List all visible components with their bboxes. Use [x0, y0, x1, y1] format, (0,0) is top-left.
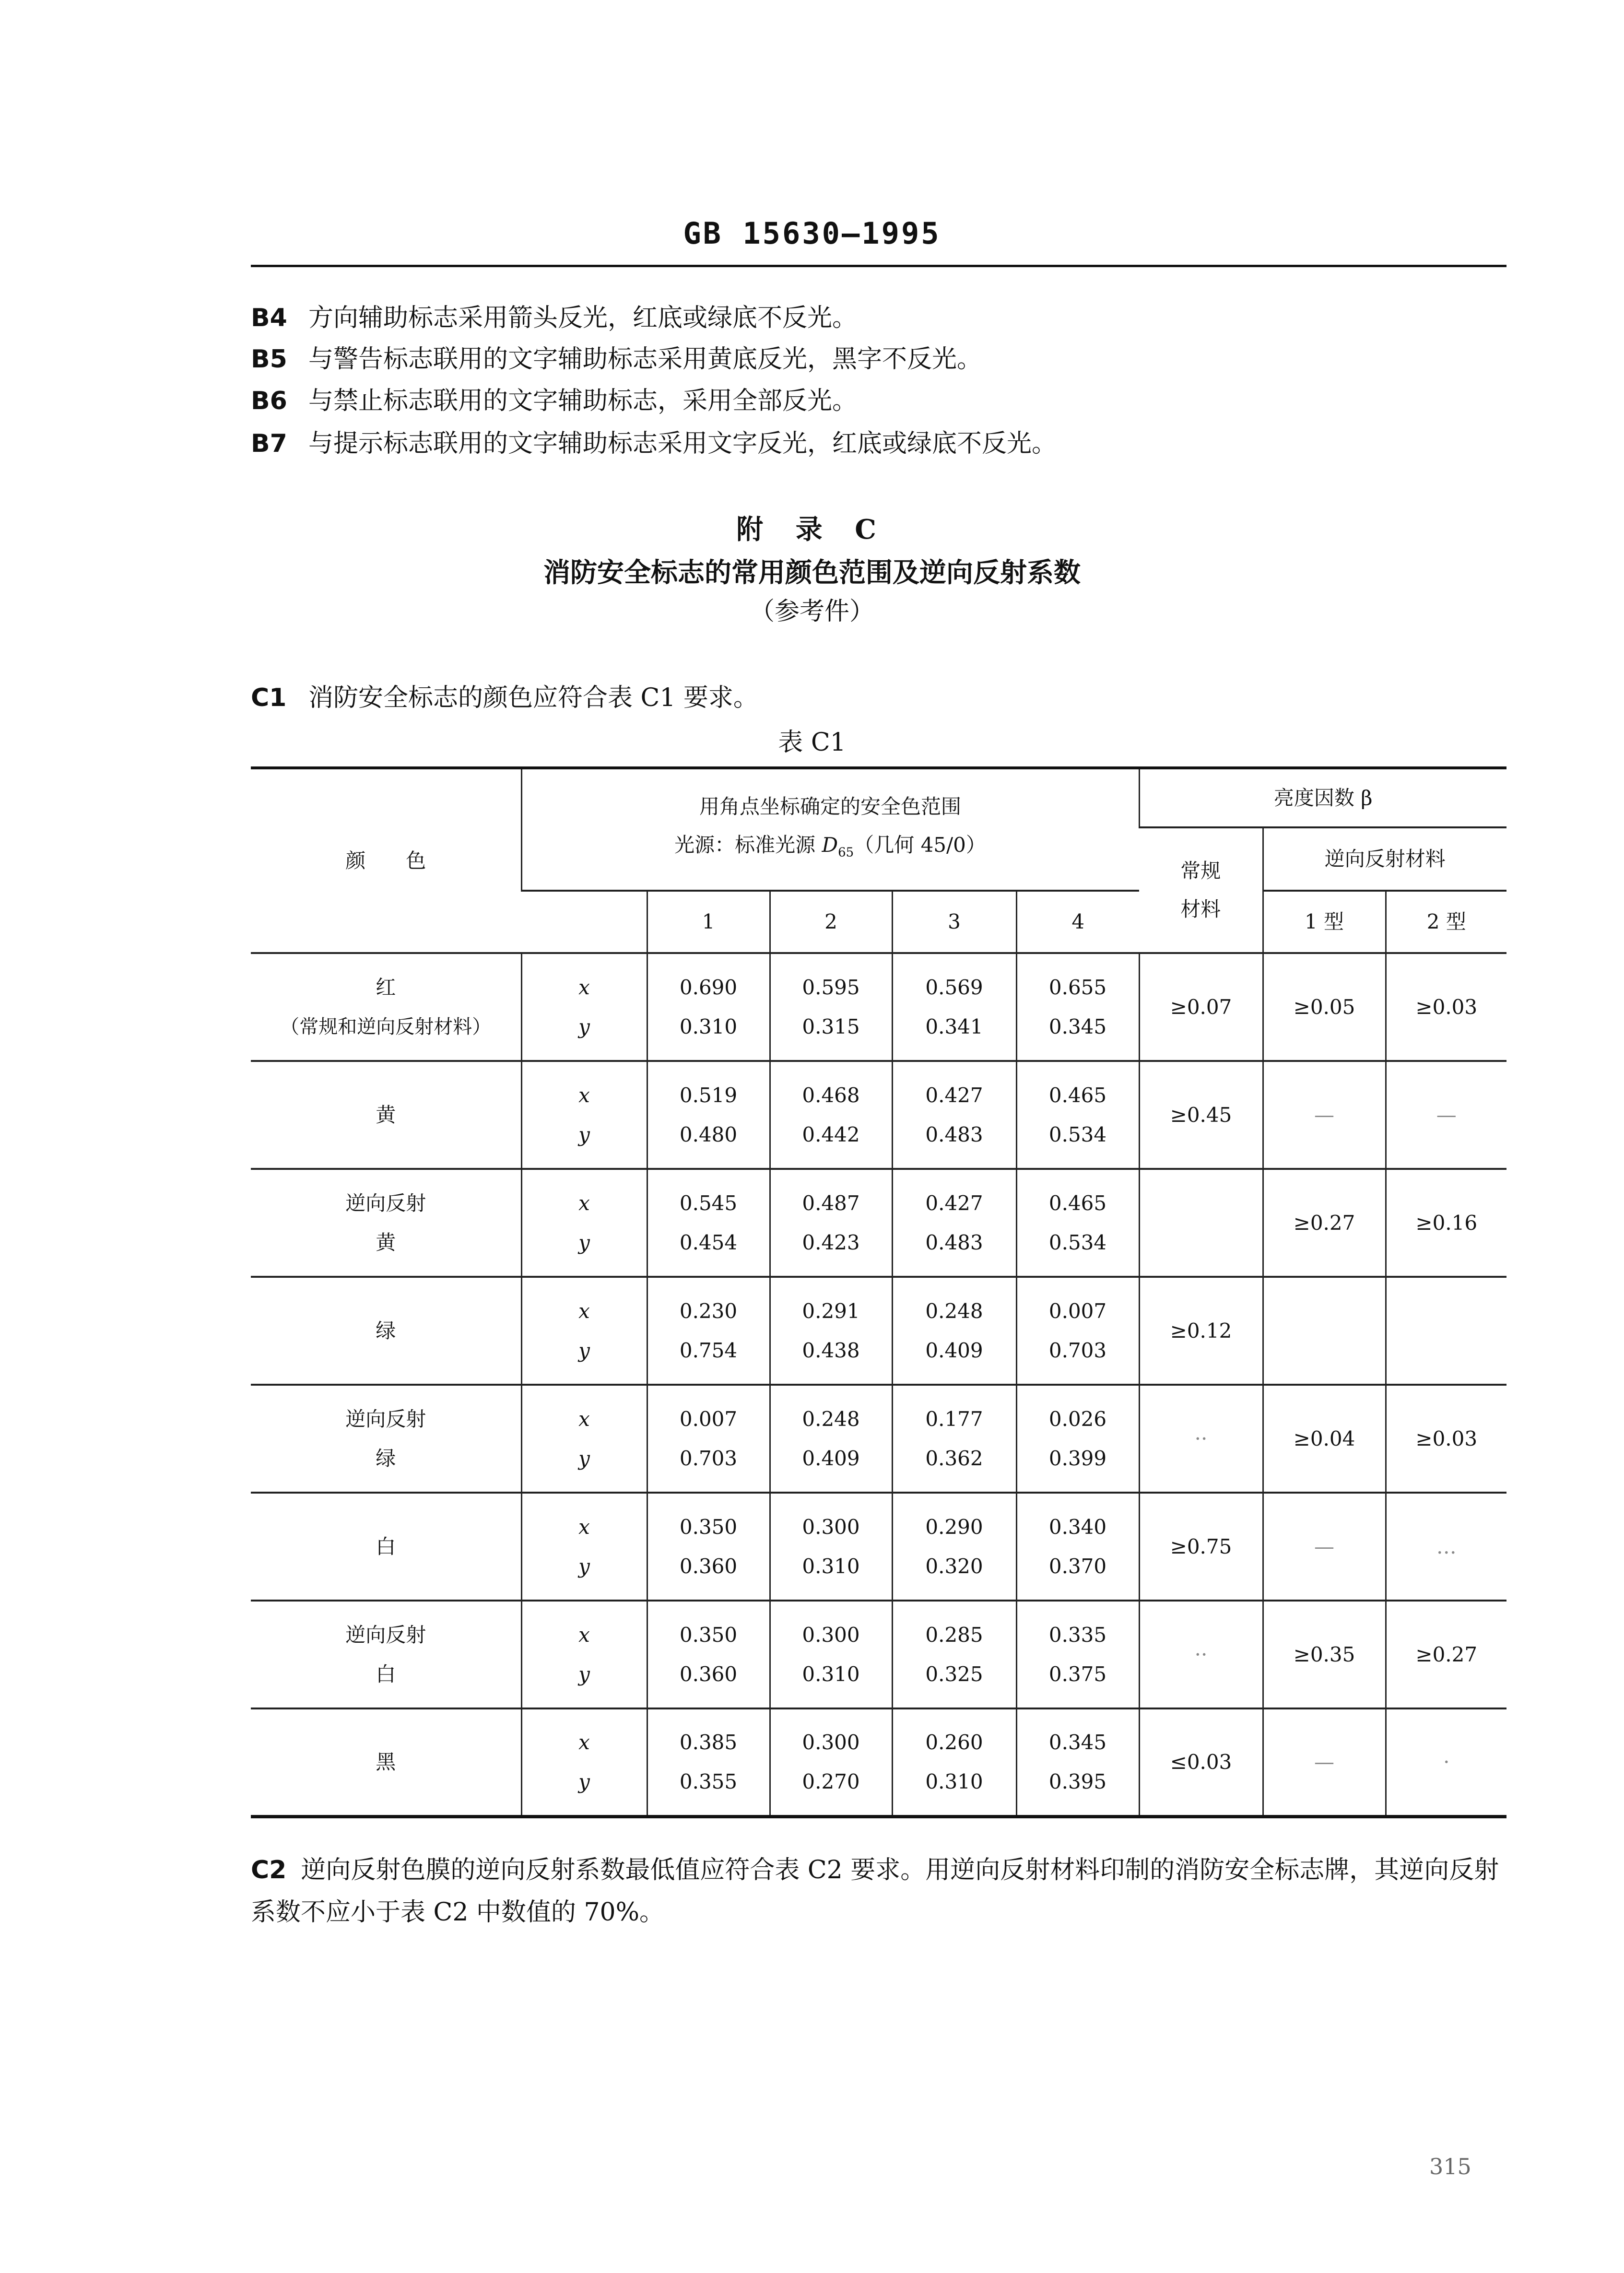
coord-x: 0.260 [925, 1730, 983, 1754]
coord-cell-2 [770, 1708, 892, 1816]
coord-cell-4 [1016, 1061, 1139, 1169]
coord-y: 0.454 [679, 1230, 738, 1254]
header-retro: 逆向反射材料 [1263, 827, 1506, 891]
coord-x: 0.545 [679, 1191, 738, 1215]
axis-cell [521, 1493, 647, 1601]
axis-y: y [578, 1014, 590, 1038]
coord-y: 0.375 [1048, 1662, 1107, 1686]
coord-x: 0.230 [679, 1299, 738, 1323]
axis-y: y [578, 1122, 590, 1146]
clause-b5 [251, 339, 982, 375]
coord-y: 0.362 [925, 1446, 983, 1470]
table-row [251, 1385, 1506, 1493]
axis-y: y [578, 1230, 590, 1254]
header-point-3: 3 [892, 891, 1016, 953]
coord-y: 0.360 [679, 1554, 738, 1578]
appendix-heading: 附 录 C [736, 514, 888, 545]
luminance-type1: ≥0.35 [1263, 1601, 1386, 1708]
coord-y: 0.341 [925, 1014, 983, 1038]
coord-x: 0.427 [925, 1083, 983, 1107]
coord-y: 0.370 [1048, 1554, 1107, 1578]
header-type2: 2 型 [1386, 891, 1506, 953]
table-row [251, 953, 1506, 1061]
color-name-cell [251, 1708, 521, 1816]
table-row [251, 1277, 1506, 1385]
luminance-conventional: ≤0.03 [1139, 1708, 1263, 1816]
coord-y: 0.360 [679, 1662, 738, 1686]
clause-text: 消防安全标志的颜色应符合表 C1 要求。 [308, 683, 758, 712]
coord-x: 0.340 [1048, 1515, 1107, 1539]
coord-y: 0.320 [925, 1554, 983, 1578]
coord-cell-3 [892, 1493, 1016, 1601]
coord-x: 0.487 [802, 1191, 860, 1215]
coord-x: 0.350 [679, 1515, 738, 1539]
coord-cell-1 [647, 1708, 770, 1816]
coord-x: 0.007 [1048, 1299, 1107, 1323]
axis-cell [521, 1601, 647, 1708]
coord-cell-4 [1016, 1493, 1139, 1601]
color-name: 逆向反射 [345, 1623, 426, 1647]
table-row [251, 1169, 1506, 1277]
coord-cell-3 [892, 953, 1016, 1061]
coord-cell-1 [647, 1169, 770, 1277]
clause-c1 [251, 677, 758, 713]
coord-x: 0.690 [679, 975, 738, 999]
coord-y: 0.310 [802, 1662, 860, 1686]
appendix-note: （参考件） [749, 597, 874, 626]
coord-cell-2 [770, 1493, 892, 1601]
axis-y: y [578, 1554, 590, 1578]
axis-y: y [578, 1769, 590, 1793]
color-name-cell [251, 1385, 521, 1493]
coord-cell-1 [647, 1493, 770, 1601]
axis-y: y [578, 1662, 590, 1686]
coord-y: 0.395 [1048, 1769, 1107, 1793]
coord-cell-1 [647, 953, 770, 1061]
coord-cell-4 [1016, 953, 1139, 1061]
coord-y: 0.703 [1048, 1338, 1107, 1362]
luminance-conventional: ·· [1139, 1601, 1263, 1708]
coord-y: 0.534 [1048, 1122, 1107, 1146]
clause-text: 与提示标志联用的文字辅助标志采用文字反光，红底或绿底不反光。 [308, 429, 1057, 458]
color-name-cell [251, 1169, 521, 1277]
color-name: 黑 [376, 1750, 396, 1774]
coord-x: 0.248 [925, 1299, 983, 1323]
coord-x: 0.468 [802, 1083, 860, 1107]
coord-x: 0.385 [679, 1730, 738, 1754]
axis-x: x [578, 1730, 590, 1754]
coord-x: 0.290 [925, 1515, 983, 1539]
color-name: 逆向反射 [345, 1191, 426, 1215]
header-point-2: 2 [770, 891, 892, 953]
luminance-type2: ≥0.03 [1386, 1385, 1506, 1493]
appendix-title: 消防安全标志的常用颜色范围及逆向反射系数 [543, 557, 1081, 589]
coord-x: 0.519 [679, 1083, 738, 1107]
coord-y: 0.310 [802, 1554, 860, 1578]
coord-cell-2 [770, 1277, 892, 1385]
luminance-type2: · [1386, 1708, 1506, 1816]
color-name-cell [251, 953, 521, 1061]
luminance-type1: — [1263, 1708, 1386, 1816]
luminance-type1: ≥0.27 [1263, 1169, 1386, 1277]
table-row [251, 1601, 1506, 1708]
luminance-conventional: ≥0.07 [1139, 953, 1263, 1061]
coord-x: 0.285 [925, 1623, 983, 1647]
coord-x: 0.350 [679, 1623, 738, 1647]
coord-y: 0.483 [925, 1230, 983, 1254]
illuminant-sub: 65 [838, 845, 854, 860]
header-range-line1: 用角点坐标确定的安全色范围 [699, 794, 961, 818]
axis-x: x [578, 1623, 590, 1647]
header-conventional [1139, 827, 1263, 953]
luminance-conventional: ·· [1139, 1385, 1263, 1493]
axis-x: x [578, 1083, 590, 1107]
header-point-1: 1 [647, 891, 770, 953]
coord-x: 0.291 [802, 1299, 860, 1323]
header-luminance: 亮度因数 β [1139, 768, 1506, 827]
coord-x: 0.177 [925, 1407, 983, 1431]
coord-cell-1 [647, 1385, 770, 1493]
color-name-cell [251, 1277, 521, 1385]
page-number: 315 [1429, 2154, 1471, 2179]
coord-y: 0.442 [802, 1122, 860, 1146]
coord-x: 0.335 [1048, 1623, 1107, 1647]
coord-x: 0.595 [802, 975, 860, 999]
header-conventional-text: 常规材料 [1180, 859, 1221, 921]
coord-x: 0.345 [1048, 1730, 1107, 1754]
luminance-type1: ≥0.04 [1263, 1385, 1386, 1493]
axis-cell [521, 1169, 647, 1277]
color-range-table [251, 766, 1506, 1818]
table-row [251, 1708, 1506, 1816]
luminance-type2: ≥0.27 [1386, 1601, 1506, 1708]
coord-cell-2 [770, 1385, 892, 1493]
illuminant-d: D [822, 833, 838, 857]
color-name-cell [251, 1601, 521, 1708]
axis-x: x [578, 1515, 590, 1539]
coord-cell-2 [770, 1061, 892, 1169]
coord-cell-4 [1016, 1277, 1139, 1385]
coord-cell-2 [770, 1601, 892, 1708]
clause-label: B4 [251, 304, 287, 332]
table-caption: 表 C1 [778, 728, 846, 757]
clause-text: 逆向反射色膜的逆向反射系数最低值应符合表 C2 要求。用逆向反射材料印制的消防安全标志牌，其逆向反射系数不应小于表 C2 中数值的 70%。 [251, 1856, 1499, 1927]
coord-x: 0.569 [925, 975, 983, 999]
color-name-cell [251, 1061, 521, 1169]
illuminant-label: 光源：标准光源 [674, 833, 822, 857]
header-range-line2 [522, 826, 1139, 872]
axis-y: y [578, 1338, 590, 1362]
clause-label: B7 [251, 429, 287, 458]
coord-y: 0.270 [802, 1769, 860, 1793]
coord-y: 0.310 [679, 1014, 738, 1038]
header-color-range [521, 768, 1139, 891]
coord-y: 0.423 [802, 1230, 860, 1254]
clause-label: B5 [251, 345, 287, 374]
coord-cell-3 [892, 1061, 1016, 1169]
coord-y: 0.315 [802, 1014, 860, 1038]
luminance-type2: … [1386, 1493, 1506, 1601]
axis-cell [521, 1708, 647, 1816]
luminance-type2: — [1386, 1061, 1506, 1169]
coord-x: 0.300 [802, 1730, 860, 1754]
geometry-label: （几何 45/0） [854, 833, 986, 857]
coord-cell-1 [647, 1601, 770, 1708]
coord-x: 0.026 [1048, 1407, 1107, 1431]
coord-y: 0.325 [925, 1662, 983, 1686]
coord-cell-4 [1016, 1601, 1139, 1708]
color-name: 黄 [376, 1103, 396, 1127]
axis-x: x [578, 1191, 590, 1215]
coord-cell-3 [892, 1169, 1016, 1277]
luminance-type2 [1386, 1277, 1506, 1385]
coord-x: 0.300 [802, 1623, 860, 1647]
coord-x: 0.465 [1048, 1191, 1107, 1215]
coord-cell-3 [892, 1385, 1016, 1493]
coord-y: 0.310 [925, 1769, 983, 1793]
header-color: 颜 色 [345, 848, 426, 872]
axis-y: y [578, 1446, 590, 1470]
clause-text: 与禁止标志联用的文字辅助标志，采用全部反光。 [308, 387, 858, 415]
coord-y: 0.534 [1048, 1230, 1107, 1254]
coord-x: 0.248 [802, 1407, 860, 1431]
header-axis-blank [521, 891, 647, 953]
coord-x: 0.427 [925, 1191, 983, 1215]
color-name: 白 [376, 1662, 396, 1686]
coord-y: 0.409 [802, 1446, 860, 1470]
color-name: 红 [376, 975, 396, 999]
clause-text: 与警告标志联用的文字辅助标志采用黄底反光，黑字不反光。 [308, 345, 982, 374]
luminance-type1: ≥0.05 [1263, 953, 1386, 1061]
coord-x: 0.465 [1048, 1083, 1107, 1107]
luminance-conventional: ≥0.45 [1139, 1061, 1263, 1169]
coord-y: 0.480 [679, 1122, 738, 1146]
header-type1: 1 型 [1263, 891, 1386, 953]
coord-cell-2 [770, 1169, 892, 1277]
axis-x: x [578, 975, 590, 999]
luminance-type1: — [1263, 1493, 1386, 1601]
axis-cell [521, 1277, 647, 1385]
clause-label: B6 [251, 387, 287, 415]
coord-y: 0.754 [679, 1338, 738, 1362]
header-point-4: 4 [1016, 891, 1139, 953]
coord-y: 0.703 [679, 1446, 738, 1470]
luminance-conventional: ≥0.12 [1139, 1277, 1263, 1385]
color-name: （常规和逆向反射材料） [280, 1015, 492, 1038]
axis-x: x [578, 1299, 590, 1323]
coord-cell-4 [1016, 1169, 1139, 1277]
clause-b4 [251, 297, 857, 333]
color-name: 逆向反射 [345, 1407, 426, 1431]
clause-label: C1 [251, 683, 287, 712]
color-name: 绿 [376, 1446, 396, 1470]
coord-y: 0.409 [925, 1338, 983, 1362]
coord-cell-3 [892, 1708, 1016, 1816]
table-row [251, 1493, 1506, 1601]
luminance-type2: ≥0.16 [1386, 1169, 1506, 1277]
axis-cell [521, 953, 647, 1061]
coord-y: 0.483 [925, 1122, 983, 1146]
color-name-cell [251, 1493, 521, 1601]
coord-y: 0.438 [802, 1338, 860, 1362]
table-row [251, 1061, 1506, 1169]
clause-label: C2 [251, 1856, 287, 1884]
luminance-conventional: ≥0.75 [1139, 1493, 1263, 1601]
axis-cell [521, 1385, 647, 1493]
header-rule [251, 265, 1506, 267]
clause-b7 [251, 423, 1057, 459]
coord-y: 0.345 [1048, 1014, 1107, 1038]
luminance-type1: — [1263, 1061, 1386, 1169]
clause-b6 [251, 380, 857, 416]
coord-cell-3 [892, 1277, 1016, 1385]
color-name: 白 [376, 1534, 396, 1558]
document-header: GB 15630—1995 [683, 216, 941, 251]
color-name: 黄 [376, 1230, 396, 1254]
luminance-type2: ≥0.03 [1386, 953, 1506, 1061]
coord-x: 0.655 [1048, 975, 1107, 999]
luminance-conventional [1139, 1169, 1263, 1277]
axis-x: x [578, 1407, 590, 1431]
coord-cell-1 [647, 1061, 770, 1169]
coord-cell-1 [647, 1277, 770, 1385]
color-name: 绿 [376, 1319, 396, 1343]
clause-text: 方向辅助标志采用箭头反光，红底或绿底不反光。 [308, 304, 858, 332]
axis-cell [521, 1061, 647, 1169]
table-body [251, 953, 1506, 1816]
coord-cell-4 [1016, 1708, 1139, 1816]
coord-cell-3 [892, 1601, 1016, 1708]
coord-y: 0.355 [679, 1769, 738, 1793]
coord-x: 0.007 [679, 1407, 738, 1431]
clause-c2 [251, 1849, 1512, 1933]
luminance-type1 [1263, 1277, 1386, 1385]
coord-cell-2 [770, 953, 892, 1061]
coord-cell-4 [1016, 1385, 1139, 1493]
coord-x: 0.300 [802, 1515, 860, 1539]
coord-y: 0.399 [1048, 1446, 1107, 1470]
